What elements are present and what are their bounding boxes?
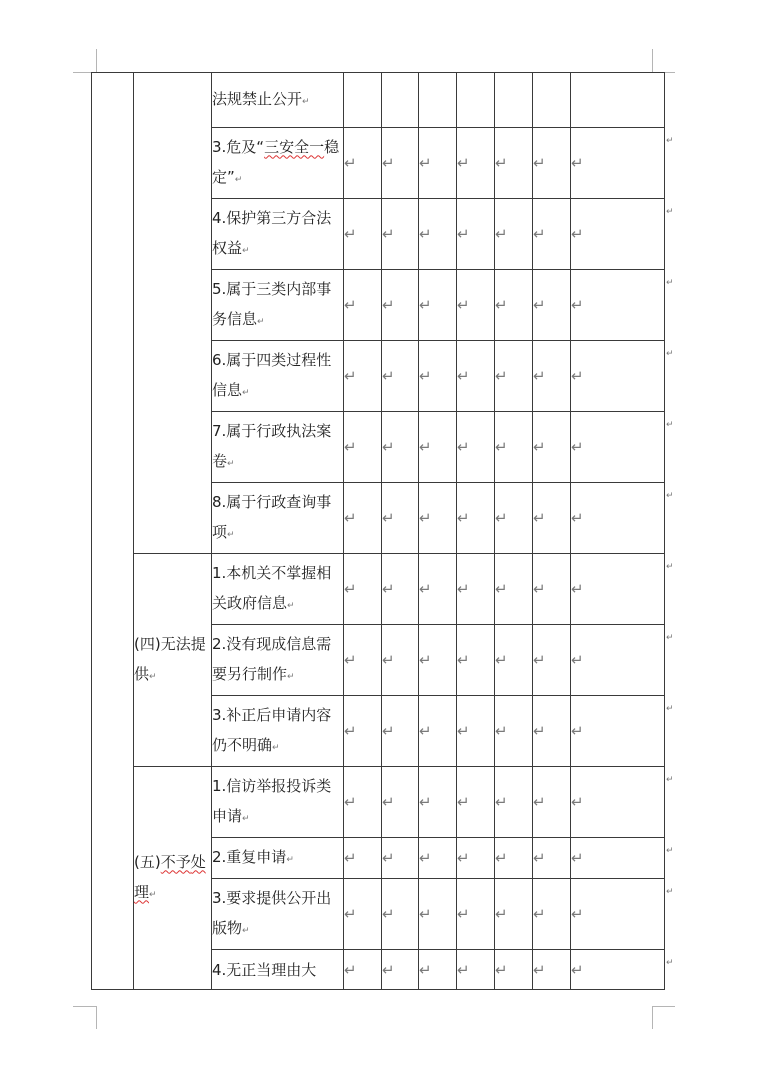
paragraph-mark: ↵: [287, 671, 295, 682]
value-cell: ↵: [495, 879, 533, 950]
value-cell: ↵: [457, 625, 495, 696]
value-cell: ↵: [571, 483, 665, 554]
row-end-mark: ↵: [666, 278, 674, 288]
value-cell: ↵: [382, 412, 419, 483]
item-cell: [212, 128, 344, 199]
crop-mark-bottom-right-v: [652, 1006, 653, 1029]
item-text: 8.属于行政查询事项: [212, 492, 332, 541]
value-cell: ↵: [571, 554, 665, 625]
value-cell: ↵: [495, 128, 533, 199]
crop-mark-top-right-v: [652, 49, 653, 72]
value-cell: ↵: [571, 199, 665, 270]
value-cell: ↵: [382, 879, 419, 950]
value-cell: ↵: [344, 341, 382, 412]
row-end-mark: ↵: [666, 349, 674, 359]
item-cell: [212, 838, 344, 879]
item-cell: [212, 73, 344, 128]
value-cell: ↵: [419, 950, 457, 990]
value-cell: ↵: [533, 625, 571, 696]
paragraph-mark: ↵: [227, 458, 235, 469]
row-end-mark: ↵: [666, 633, 674, 643]
value-cell: ↵: [419, 696, 457, 767]
crop-mark-bottom-right-h: [652, 1006, 675, 1007]
value-cell: ↵: [419, 838, 457, 879]
value-cell: ↵: [382, 128, 419, 199]
paragraph-mark: ↵: [242, 387, 250, 398]
value-cell: ↵: [344, 696, 382, 767]
value-cell: ↵: [495, 950, 533, 990]
value-cell: ↵: [495, 625, 533, 696]
item-cell: [212, 625, 344, 696]
item-cell: [212, 554, 344, 625]
paragraph-mark: ↵: [234, 174, 243, 185]
value-cell: ↵: [533, 696, 571, 767]
item-cell: [212, 199, 344, 270]
value-cell: ↵: [344, 128, 382, 199]
value-cell: ↵: [419, 412, 457, 483]
item-text: 2.没有现成信息需要另行制作: [212, 634, 332, 683]
value-cell: ↵: [533, 483, 571, 554]
item-text: 3.要求提供公开出版物: [212, 888, 332, 937]
value-cell: ↵: [457, 696, 495, 767]
item-text: 2.重复申请: [212, 847, 287, 866]
crop-mark-top-left-v: [96, 49, 97, 72]
table-row: [92, 767, 665, 838]
value-cell: ↵: [495, 412, 533, 483]
paragraph-mark: ↵: [287, 600, 295, 611]
row-end-mark: ↵: [666, 704, 674, 714]
row-end-mark: ↵: [666, 887, 674, 897]
value-cell: ↵: [382, 483, 419, 554]
group-cell-continued: [134, 73, 212, 554]
row-end-mark: ↵: [666, 958, 674, 968]
item-cell: [212, 341, 344, 412]
value-cell: ↵: [571, 767, 665, 838]
value-cell: ↵: [344, 554, 382, 625]
value-cell: ↵: [571, 270, 665, 341]
value-cell: ↵: [382, 696, 419, 767]
paragraph-mark: ↵: [242, 925, 250, 936]
value-cell: ↵: [419, 270, 457, 341]
paragraph-mark: ↵: [227, 529, 235, 540]
group-label-cell-4: [134, 554, 212, 767]
crop-mark-bottom-left-v: [96, 1006, 97, 1029]
value-cell: [457, 73, 495, 128]
value-cell: ↵: [533, 838, 571, 879]
group-label-cell-5: [134, 767, 212, 990]
value-cell: ↵: [382, 625, 419, 696]
value-cell: ↵: [344, 412, 382, 483]
row-end-mark: ↵: [666, 491, 674, 501]
value-cell: [571, 73, 665, 128]
paragraph-mark: ↵: [286, 854, 294, 865]
item-cell: [212, 879, 344, 950]
value-cell: ↵: [344, 950, 382, 990]
value-cell: ↵: [571, 341, 665, 412]
value-cell: ↵: [495, 199, 533, 270]
value-cell: ↵: [382, 838, 419, 879]
paragraph-mark: ↵: [149, 889, 157, 900]
value-cell: ↵: [457, 199, 495, 270]
paragraph-mark: ↵: [242, 245, 250, 256]
value-cell: ↵: [419, 625, 457, 696]
value-cell: ↵: [533, 412, 571, 483]
value-cell: ↵: [382, 767, 419, 838]
row-end-mark: ↵: [666, 420, 674, 430]
disclosure-table: [91, 72, 665, 990]
item-text: 5.属于三类内部事务信息: [212, 279, 332, 328]
value-cell: ↵: [495, 767, 533, 838]
item-cell: [212, 412, 344, 483]
item-text: 3.补正后申请内容仍不明确: [212, 705, 332, 754]
value-cell: ↵: [419, 199, 457, 270]
value-cell: ↵: [457, 767, 495, 838]
item-text: 1.本机关不掌握相关政府信息: [212, 563, 332, 612]
value-cell: ↵: [571, 625, 665, 696]
value-cell: ↵: [419, 879, 457, 950]
value-cell: ↵: [344, 879, 382, 950]
value-cell: ↵: [495, 270, 533, 341]
table-row: [92, 73, 665, 128]
value-cell: ↵: [419, 554, 457, 625]
paragraph-mark: ↵: [242, 813, 250, 824]
value-cell: [382, 73, 419, 128]
value-cell: ↵: [457, 879, 495, 950]
value-cell: ↵: [571, 879, 665, 950]
value-cell: ↵: [344, 767, 382, 838]
value-cell: ↵: [571, 128, 665, 199]
table-row: [92, 554, 665, 625]
value-cell: ↵: [495, 696, 533, 767]
value-cell: ↵: [533, 341, 571, 412]
value-cell: ↵: [382, 199, 419, 270]
item-cell: [212, 767, 344, 838]
value-cell: ↵: [457, 412, 495, 483]
paragraph-mark: ↵: [302, 96, 310, 107]
value-cell: ↵: [344, 483, 382, 554]
value-cell: ↵: [533, 767, 571, 838]
paragraph-mark: ↵: [149, 671, 157, 682]
value-cell: ↵: [571, 838, 665, 879]
value-cell: ↵: [457, 554, 495, 625]
value-cell: [419, 73, 457, 128]
row-end-mark: ↵: [666, 562, 674, 572]
paragraph-mark: ↵: [272, 742, 280, 753]
value-cell: ↵: [533, 554, 571, 625]
first-column-cell: [92, 73, 134, 990]
item-cell: [212, 483, 344, 554]
value-cell: ↵: [344, 625, 382, 696]
value-cell: ↵: [419, 341, 457, 412]
value-cell: ↵: [571, 412, 665, 483]
value-cell: ↵: [533, 199, 571, 270]
group-label-underlined: 不予: [160, 852, 191, 871]
value-cell: ↵: [344, 199, 382, 270]
value-cell: [495, 73, 533, 128]
value-cell: ↵: [382, 554, 419, 625]
row-end-mark: ↵: [666, 136, 674, 146]
item-text: 3.危及“三安全一稳定”: [212, 137, 340, 186]
value-cell: ↵: [419, 483, 457, 554]
value-cell: ↵: [457, 483, 495, 554]
value-cell: ↵: [495, 838, 533, 879]
item-text: 法规禁止公开: [212, 89, 303, 108]
row-end-mark: ↵: [666, 207, 674, 217]
value-cell: ↵: [344, 270, 382, 341]
value-cell: ↵: [382, 950, 419, 990]
value-cell: ↵: [419, 767, 457, 838]
value-cell: ↵: [457, 950, 495, 990]
value-cell: ↵: [533, 879, 571, 950]
item-text: 4.保护第三方合法权益: [212, 208, 332, 257]
value-cell: ↵: [419, 128, 457, 199]
paragraph-mark: ↵: [257, 316, 265, 327]
value-cell: ↵: [533, 270, 571, 341]
value-cell: ↵: [571, 950, 665, 990]
group-label-text: (四)无法提供: [134, 634, 206, 683]
value-cell: ↵: [457, 838, 495, 879]
row-end-mark: ↵: [666, 775, 674, 785]
item-text: 7.属于行政执法案卷: [212, 421, 332, 470]
value-cell: ↵: [495, 341, 533, 412]
value-cell: ↵: [571, 696, 665, 767]
item-cell: [212, 270, 344, 341]
value-cell: ↵: [457, 128, 495, 199]
group-label-prefix: (五): [134, 852, 161, 871]
item-cell: [212, 950, 344, 990]
value-cell: ↵: [382, 341, 419, 412]
value-cell: ↵: [457, 341, 495, 412]
value-cell: ↵: [495, 483, 533, 554]
value-cell: ↵: [457, 270, 495, 341]
value-cell: ↵: [533, 128, 571, 199]
item-text: 1.信访举报投诉类申请: [212, 776, 332, 825]
value-cell: ↵: [382, 270, 419, 341]
value-cell: [533, 73, 571, 128]
item-text: 6.属于四类过程性信息: [212, 350, 332, 399]
row-end-mark: ↵: [666, 846, 674, 856]
group-label-suffix: 处理: [134, 852, 206, 901]
crop-mark-bottom-left-h: [73, 1006, 96, 1007]
item-text: 4.无正当理由大: [212, 960, 317, 979]
value-cell: ↵: [495, 554, 533, 625]
value-cell: ↵: [533, 950, 571, 990]
value-cell: [344, 73, 382, 128]
table-body: [92, 73, 665, 990]
value-cell: ↵: [344, 838, 382, 879]
item-cell: [212, 696, 344, 767]
